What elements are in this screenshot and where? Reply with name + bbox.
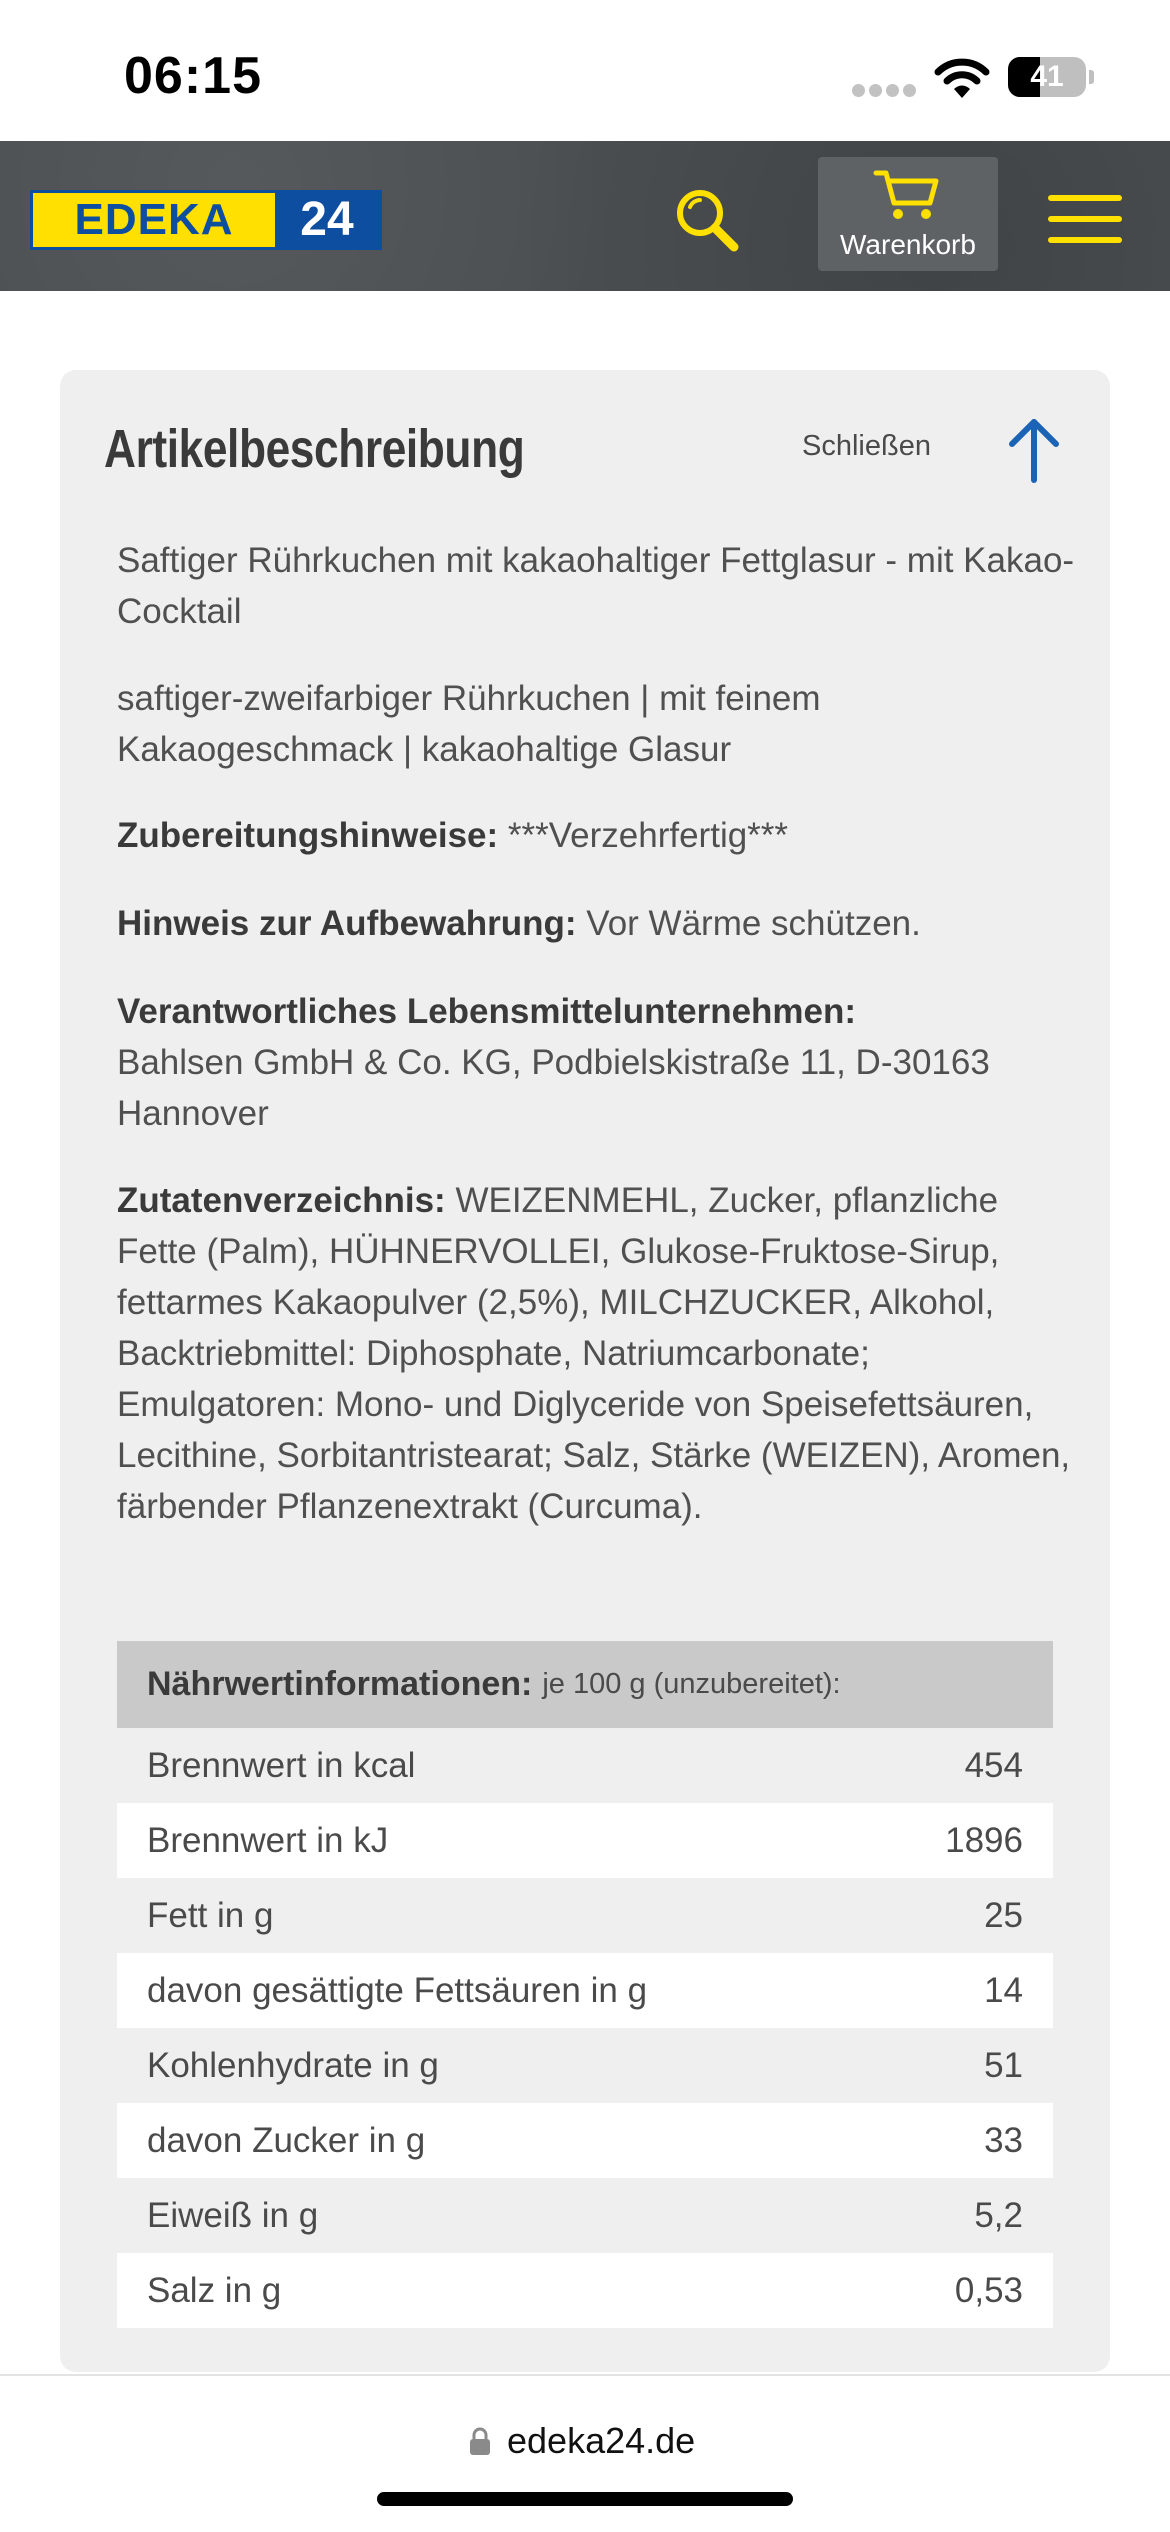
nutrient-label: Brennwert in kcal bbox=[147, 1745, 416, 1785]
table-row bbox=[117, 2103, 1053, 2178]
table-row bbox=[117, 2028, 1053, 2103]
table-row bbox=[117, 2178, 1053, 2253]
table-row bbox=[117, 1878, 1053, 1953]
cart-label: Warenkorb bbox=[840, 229, 976, 260]
company-label: Verantwortliches Lebensmittelunternehmen: bbox=[117, 992, 857, 1031]
browser-address-bar[interactable] bbox=[0, 2374, 1170, 2532]
battery-icon bbox=[1008, 57, 1086, 97]
article-description-panel bbox=[60, 370, 1110, 2372]
cart-icon bbox=[872, 167, 944, 223]
nutrient-value: 14 bbox=[984, 1970, 1023, 2010]
nutrient-value: 454 bbox=[964, 1745, 1023, 1785]
nutrient-label: Fett in g bbox=[147, 1895, 274, 1935]
ingredients-info bbox=[117, 1175, 1077, 1532]
table-row bbox=[117, 1803, 1053, 1878]
nutrition-table bbox=[117, 1641, 1053, 2328]
storage-value: Vor Wärme schützen. bbox=[586, 904, 921, 943]
nutrient-label: Kohlenhydrate in g bbox=[147, 2045, 439, 2085]
status-time: 06:15 bbox=[124, 47, 262, 105]
nutrient-label: Eiweiß in g bbox=[147, 2195, 319, 2235]
nutrition-subtitle: je 100 g (unzubereitet): bbox=[542, 1668, 841, 1700]
close-link[interactable]: Schließen bbox=[802, 430, 931, 462]
nutrient-label: davon Zucker in g bbox=[147, 2120, 426, 2160]
storage-label: Hinweis zur Aufbewahrung: bbox=[117, 904, 577, 943]
nutrient-value: 1896 bbox=[945, 1820, 1023, 1860]
preparation-label: Zubereitungshinweise: bbox=[117, 816, 499, 855]
logo-text-edeka: EDEKA bbox=[33, 193, 275, 247]
cart-button[interactable] bbox=[818, 157, 998, 271]
arrow-up-icon[interactable] bbox=[1006, 416, 1062, 484]
home-indicator[interactable] bbox=[377, 2492, 793, 2506]
nutrient-label: davon gesättigte Fettsäuren in g bbox=[147, 1970, 648, 2010]
nutrient-value: 33 bbox=[984, 2120, 1023, 2160]
status-bar bbox=[0, 0, 1170, 141]
storage-info bbox=[117, 898, 1077, 949]
url-text[interactable]: edeka24.de bbox=[507, 2420, 696, 2461]
preparation-info bbox=[117, 810, 1077, 861]
company-info bbox=[117, 986, 1077, 1139]
lock-icon bbox=[469, 2426, 491, 2456]
edeka24-logo[interactable] bbox=[30, 190, 382, 250]
nutrient-value: 0,53 bbox=[954, 2270, 1023, 2310]
cellular-signal-icon bbox=[852, 84, 916, 98]
ingredients-label: Zutatenverzeichnis: bbox=[117, 1181, 446, 1220]
hamburger-menu-icon[interactable] bbox=[1048, 195, 1122, 243]
nutrition-table-header bbox=[117, 1641, 1053, 1728]
wifi-icon bbox=[934, 56, 990, 100]
company-value: Bahlsen GmbH & Co. KG, Podbielskistraße 11, D-30163 Hannover bbox=[117, 1043, 990, 1133]
preparation-value: ***Verzehrfertig*** bbox=[507, 816, 789, 855]
table-row bbox=[117, 2253, 1053, 2328]
section-title: Artikelbeschreibung bbox=[104, 419, 525, 479]
battery-cap bbox=[1089, 70, 1094, 84]
search-icon[interactable] bbox=[672, 185, 744, 257]
site-header bbox=[0, 141, 1170, 291]
table-row bbox=[117, 1953, 1053, 2028]
nutrient-label: Brennwert in kJ bbox=[147, 1820, 389, 1860]
table-row bbox=[117, 1728, 1053, 1803]
battery-level: 41 bbox=[1030, 60, 1064, 93]
nutrient-value: 51 bbox=[984, 2045, 1023, 2085]
nutrition-title: Nährwertinformationen: bbox=[147, 1665, 533, 1703]
ingredients-value: WEIZENMEHL, Zucker, pflanzliche Fette (Palm), HÜHNERVOLLEI, Glukose-Fruktose-Sirup, fettarmes Kakaopulver (2,5%), MILCHZUCKER, Alkohol, Backtriebmittel: Diphosphate, Natriumcarbonate; Emulgatoren: Mono- und Diglyceride von Speisefettsäuren, Lecithine, Sorbitantristearat; Salz, Stärke (WEIZEN), Aromen, färbender Pflanzenextrakt (Curcuma). bbox=[117, 1181, 1071, 1526]
description-paragraph-1: Saftiger Rührkuchen mit kakaohaltiger Fettglasur - mit Kakao-Cocktail bbox=[117, 541, 1075, 631]
logo-text-24: 24 bbox=[275, 193, 379, 247]
nutrient-label: Salz in g bbox=[147, 2270, 282, 2310]
nutrient-value: 5,2 bbox=[974, 2195, 1023, 2235]
description-paragraph-2: saftiger-zweifarbiger Rührkuchen | mit feinem Kakaogeschmack | kakaohaltige Glasur bbox=[117, 679, 821, 769]
nutrient-value: 25 bbox=[984, 1895, 1023, 1935]
